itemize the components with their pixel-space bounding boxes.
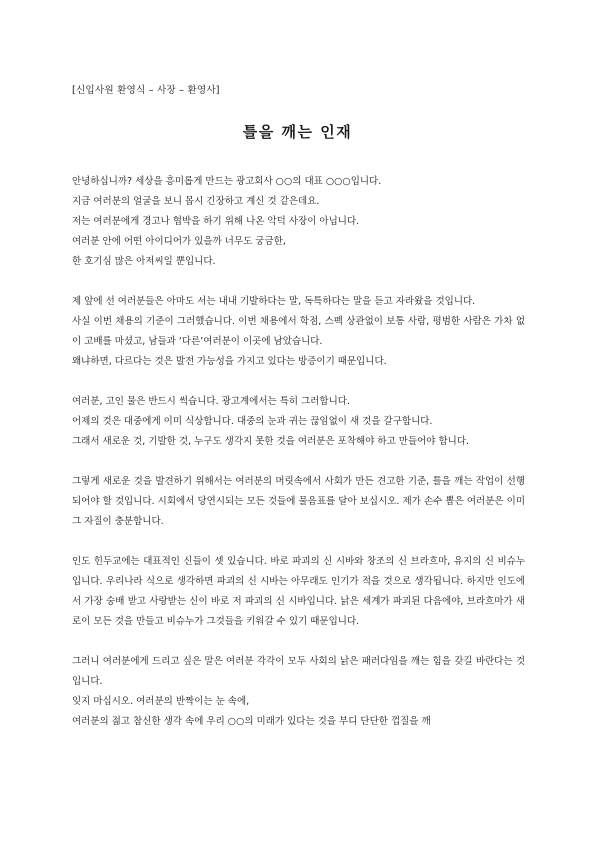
- paragraph-text: 그러니 여러분에게 드리고 싶은 말은 여러분 각각이 모두 사회의 낡은 패러다임을 깨는 힘을 갖길 바란다는 것입니다.: [72, 656, 525, 687]
- paragraph-text: 잊지 마십시오. 여러분의 반짝이는 눈 속에,: [72, 696, 250, 707]
- paragraph-greeting: [72, 172, 525, 272]
- paragraph-line: 안녕하십니까? 세상을 흥미롭게 만드는 광고회사 ○○의 대표 ○○○입니다.: [72, 176, 382, 187]
- paragraph-closing: [72, 652, 525, 732]
- document-title: 틀을 깨는 인재: [242, 123, 353, 141]
- paragraph-text: 그래서 새로운 것, 기발한 것, 누구도 생각지 못한 것을 여러분은 포착해야 하고 만들어야 합니다.: [72, 436, 470, 447]
- paragraph-text: 인도 힌두교에는 대표적인 신들이 셋 있습니다. 바로 파괴의 신 시바와 창조의 신 브라흐마, 유지의 신 비슈누입니다. 우리나라 식으로 생각하면 파괴의 신 시바는 아무래도 인기가 적을 것으로 생각됩니다. 하지만 인도에서 가장 숭배 받고 사랑받는 신이 바로 저 파괴의 신 시바입니다. 낡은 세계가 파괴된 다음에야, 브라흐마가 새로이 모든 것을 만들고 비슈누가 그것들을 키워갈 수 있기 때문입니다.: [72, 556, 525, 627]
- paragraph-hiring-criteria: [72, 292, 525, 372]
- paragraph-text: 사실 이번 채용의 기준이 그러했습니다. 이번 채용에서 학점, 스펙 상관없이 보통 사람, 평범한 사람은 가차 없이 고배를 마셨고, 남들과 ‘다른’여러분이 이곳에 남았습니다.: [72, 316, 525, 347]
- paragraph-text: 여러분의 젊고 참신한 생각 속에 우리 ○○의 미래가 있다는 것을 부디 단단한 껍질을 깨: [72, 716, 431, 727]
- paragraph-text: 제 앞에 선 여러분들은 아마도 서는 내내 기발하다는 말, 독특하다는 말을 듣고 자라왔을 것입니다.: [72, 296, 476, 307]
- paragraph-text: 왜냐하면, 다르다는 것은 발전 가능성을 가지고 있다는 방증이기 때문입니다.: [72, 356, 387, 367]
- paragraph-text: 그렇게 새로운 것을 발견하기 위해서는 여러분의 머릿속에서 사회가 만든 견고한 기준, 틀을 깨는 작업이 선행되어야 할 것입니다. 시회에서 당연시되는 모든 것들에 물음표를 달아 보십시오. 제가 손수 뽑은 여러분은 이미 그 자질이 충분합니다.: [72, 476, 525, 527]
- paragraph-line: 한 호기심 많은 아저씨일 뿐입니다.: [72, 256, 216, 267]
- document-body: [72, 172, 525, 752]
- paragraph-line: 지금 여러분의 얼굴을 보니 몹시 긴장하고 계신 것 같은데요.: [72, 196, 320, 207]
- paragraph-break-frame: [72, 472, 525, 532]
- paragraph-stagnant-water: [72, 392, 525, 452]
- paragraph-hindu-gods: [72, 552, 525, 632]
- paragraph-text: 어제의 것은 대중에게 이미 식상합니다. 대중의 눈과 귀는 끊임없이 새 것을 갈구합니다.: [72, 416, 433, 427]
- document-header-tag: [신입사원 환영식 – 사장 – 환영사]: [72, 85, 220, 96]
- paragraph-line: 저는 여러분에게 경고나 협박을 하기 위해 나온 악덕 사장이 아닙니다.: [72, 216, 360, 227]
- paragraph-text: 여러분, 고인 물은 반드시 썩습니다. 광고계에서는 특히 그러합니다.: [72, 396, 350, 407]
- paragraph-line: 여러분 안에 어떤 아이디어가 있을까 너무도 궁금한,: [72, 236, 286, 247]
